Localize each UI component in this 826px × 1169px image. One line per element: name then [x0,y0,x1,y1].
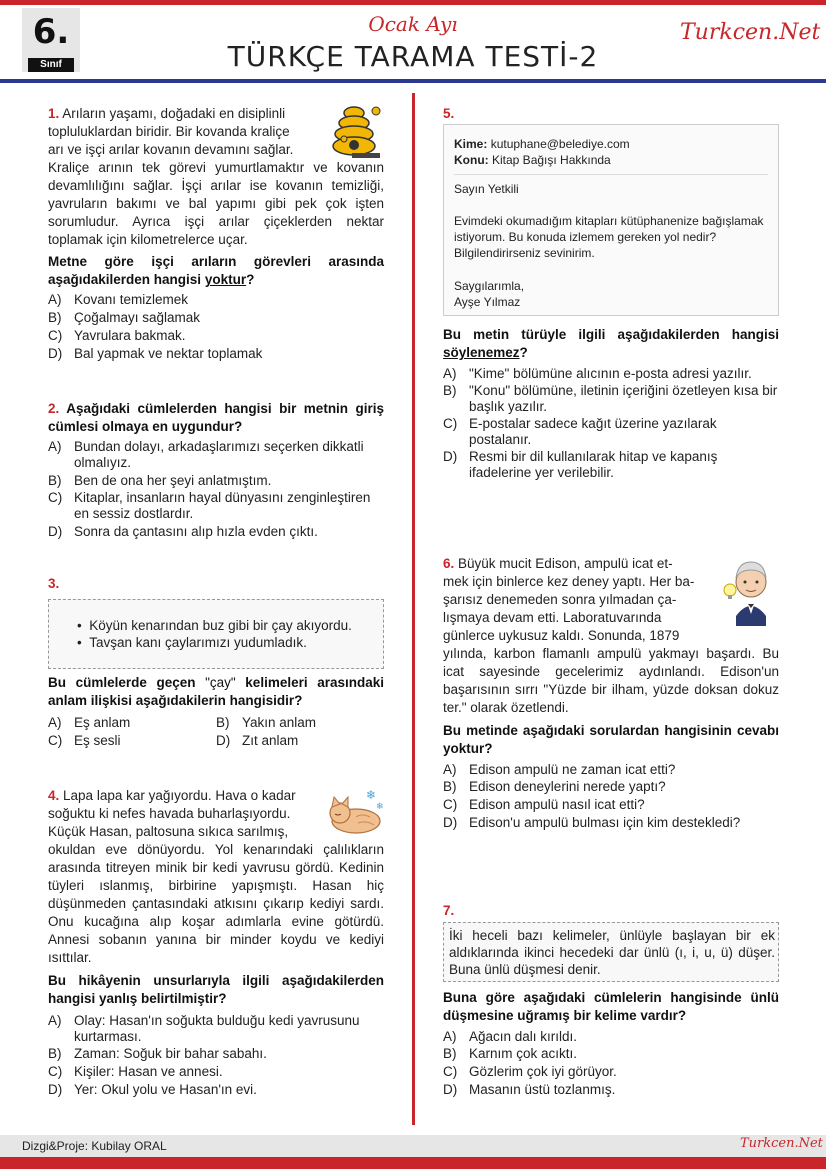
q1-line-b: topluluklardan biridir. Bir kovanda kraliçe [48,124,290,139]
q6-line-a: Büyük mucit Edison, ampulü icat et- [458,556,673,571]
q2-option-d[interactable] [48,524,384,540]
q4-line-a: Lapa lapa kar yağıyordu. Hava o kadar [63,788,296,803]
q3-bullet-2: • Tavşan kanı çaylarımızı yudumladık. [77,635,307,650]
email-to [454,136,630,152]
q4-option-c[interactable] [48,1064,384,1080]
option-text: Resmi bir dil kullanılarak hitap ve kapanış ifadelerine yer verilebilir. [469,449,718,480]
option-text: Edison'u ampulü bulması için kim destekledi? [469,815,741,830]
option-text: E-postalar sadece kağıt üzerine yazılarak postalanır. [469,416,717,447]
option-text: Yavrulara bakmak. [74,328,186,343]
option-letter: C) [48,328,63,343]
q6-option-b[interactable] [443,779,779,795]
q1-option-a[interactable] [48,292,384,308]
option-text: Ben de ona her şeyi anlatmıştım. [74,473,272,488]
q3-sentence-box [48,599,384,669]
edison-portrait-icon [722,552,780,626]
beehive-icon [330,103,386,161]
brand-logo: Turkcen.Net [680,20,821,45]
option-letter: C) [443,416,458,431]
grade-number: 6. [32,12,70,52]
header-bottom-stripe [0,79,826,83]
q1-text-top [48,105,330,159]
q7-stem: Buna göre aşağıdaki cümlelerin hangisinde ünlü düşmesine uğramış bir kelime vardır? [443,990,779,1023]
q5-stem-underlined: söylenemez [443,345,520,360]
q7-option-b[interactable] [443,1046,779,1062]
email-greeting: Sayın Yetkili [454,182,519,196]
footer-brand-logo: Turkcen.Net [740,1136,823,1151]
q4-text-bottom: okuldan eve dönüyordu. Yol kenarındaki çalılıkların arasında titreyen minik bir kedi yavrusu gördü. Kedinin tüyleri ıslanmış, birbirine yapışmıştı. Hasan hiç düşünmeden çantasındaki atkısını çıkarıp kediyi sardı. Onu kucağına alıp koşar adımlarla evine götürdü. Annesi sobanın yanına bir minder koydu ve kediyi ısıttılar. [48,842,384,965]
option-letter: D) [216,733,231,748]
q3-option-d[interactable] [216,733,384,749]
q5-email-box [443,124,779,316]
q7-option-d[interactable] [443,1082,779,1098]
q1-option-b[interactable] [48,310,384,326]
svg-text:❄: ❄ [366,788,377,802]
option-text: Kitaplar, insanların hayal dünyasını zenginleştiren en sessiz dostlardır. [74,490,371,521]
q1-stem-text: Metne göre işçi arıların görevleri arasında aşağıdakilerden hangisi [48,254,384,287]
q5-number-text: 5. [443,106,455,121]
email-to-value: kutuphane@belediye.com [490,137,630,151]
q7-option-c[interactable] [443,1064,779,1080]
option-text: Bal yapmak ve nektar toplamak [74,346,263,361]
q1-stem [48,253,384,289]
q3-bullet-1: • Köyün kenarından buz gibi bir çay akıyordu. [77,618,352,633]
option-text: Çoğalmayı sağlamak [74,310,201,325]
option-letter: A) [48,715,62,730]
email-subject [454,152,611,168]
q5-stem-end: ? [519,345,528,360]
option-text: Yer: Okul yolu ve Hasan'ın evi. [74,1082,257,1097]
q7-option-a[interactable] [443,1029,779,1045]
q2-number: 2. [48,401,60,416]
q4-option-a[interactable] [48,1013,384,1045]
email-to-label: Kime: [454,137,488,151]
option-text: Kovanı temizlemek [74,292,189,307]
q6-line-b: mek için binlerce kez deney yaptı. Her ba- [443,574,695,589]
option-text: Gözlerim çok iyi görüyor. [469,1064,617,1079]
option-letter: B) [48,310,62,325]
option-letter: B) [48,473,62,488]
option-letter: C) [48,490,63,505]
email-divider [454,174,768,175]
option-text: Edison deneylerini nerede yaptı? [469,779,666,794]
q3-number [48,575,59,593]
q4-number: 4. [48,788,60,803]
q7-number-text: 7. [443,903,455,918]
option-text: Karnım çok acıktı. [469,1046,578,1061]
option-letter: A) [443,1029,457,1044]
q3-stem-b: kelimeleri arasındaki anlam ilişkisi aşağıdakilerin hangisidir? [48,675,384,708]
option-letter: D) [48,1082,63,1097]
option-text: Olay: Hasan'ın soğukta bulduğu kedi yavrusunu kurtarması. [74,1013,360,1044]
q6-line-c: şarısız denemeden sonra yılmadan ça- [443,592,677,607]
email-subject-label: Konu: [454,153,489,167]
email-closing: Saygılarımla, [454,279,525,293]
q1-line-a: Arıların yaşamı, doğadaki en disiplinli [62,106,286,121]
q5-option-c[interactable] [443,416,779,448]
email-signature: Ayşe Yılmaz [454,295,521,309]
q2-option-b[interactable] [48,473,384,489]
svg-text:❄: ❄ [376,802,384,812]
q6-line-e: günlerce uykusuz kaldı. Sonunda, 1879 [443,628,680,643]
bullet-text: Tavşan kanı çaylarımızı yudumladık. [89,635,307,650]
q3-option-c[interactable] [48,733,208,749]
q6-option-a[interactable] [443,762,779,778]
option-text: Zıt anlam [242,733,299,748]
q6-text-top [443,555,716,645]
q6-text-bottom: yılında, karbon flamanlı ampulü yakmayı başardı. Bu icat sayesinde gecelerimiz aydınlandı. Edison'un başarısının sırrı "Yüzde bir ilham, yüzde doksan dokuz ter." olarak özetlendi. [443,646,779,715]
option-letter: B) [48,1046,62,1061]
option-text: Bundan dolayı, arkadaşlarımızı seçerken dikkatli olmalıyız. [74,439,364,470]
option-letter: D) [48,346,63,361]
email-subject-value: Kitap Bağışı Hakkında [492,153,611,167]
q6-option-d[interactable] [443,815,779,831]
option-letter: D) [48,524,63,539]
page-title: TÜRKÇE TARAMA TESTİ-2 [227,40,599,73]
q1-number: 1. [48,106,60,121]
option-letter: B) [443,779,457,794]
q7-info-box [443,922,779,982]
q2-stem [48,400,384,436]
option-text: "Konu" bölümüne, iletinin içeriğini özetleyen kısa bir başlık yazılır. [469,383,778,414]
email-body: Evimdeki okumadığım kitapları kütüphanenize bağışlamak istiyorum. Bu konuda izlemem gereken yol nedir? Bilgilendirirseniz sevinirim. [454,214,764,260]
month-label: Ocak Ayı [368,12,458,36]
q5-option-d[interactable] [443,449,779,481]
footer-credit: Dizgi&Proje: Kubilay ORAL [22,1139,167,1153]
q2-stem-text: Aşağıdaki cümlelerden hangisi bir metnin giriş cümlesi olmaya en uygundur? [48,401,385,434]
option-text: Ağacın dalı kırıldı. [469,1029,578,1044]
q5-number [443,105,454,123]
q1-stem-underlined: yoktur [204,272,247,287]
option-text: Eş sesli [74,733,121,748]
option-text: Kişiler: Hasan ve annesi. [74,1064,223,1079]
column-divider [412,93,415,1125]
q3-number-text: 3. [48,576,60,591]
option-text: Yakın anlam [242,715,317,730]
option-letter: A) [443,762,457,777]
q6-line-d: lışmaya devam etti. Laboratuvarında [443,610,662,625]
option-letter: C) [48,733,63,748]
option-letter: A) [443,366,457,381]
option-text: Sonra da çantasını alıp hızla evden çıktı. [74,524,318,539]
q5-stem-text: Bu metin türüyle ilgili aşağıdakilerden hangisi [443,327,779,342]
bullet-text: Köyün kenarından buz gibi bir çay akıyordu. [89,618,352,633]
q4-line-b: soğuktu ki nefes havada buharlaşıyordu. [48,806,291,821]
q5-stem [443,326,779,362]
q3-option-a[interactable] [48,715,208,731]
option-letter: C) [48,1064,63,1079]
option-text: Edison ampulü ne zaman icat etti? [469,762,676,777]
option-text: Masanın üstü tozlanmış. [469,1082,616,1097]
q4-option-d[interactable] [48,1082,384,1098]
q2-option-c[interactable] [48,490,384,522]
q4-text-top [48,787,322,841]
q3-option-b[interactable] [216,715,384,731]
q4-line-c: Küçük Hasan, paltosuna sıkıca sarılmış, [48,824,289,839]
option-letter: A) [48,439,62,454]
option-letter: D) [443,449,458,464]
option-text: "Kime" bölümüne alıcının e-posta adresi yazılır. [469,366,752,381]
q3-stem-quoted: "çay" [205,675,236,690]
q2-option-a[interactable] [48,439,384,471]
option-letter: D) [443,815,458,830]
option-text: Eş anlam [74,715,131,730]
q3-stem-a: Bu cümlelerde geçen [48,675,206,690]
option-letter: A) [48,292,62,307]
option-letter: C) [443,1064,458,1079]
q1-stem-end: ? [246,272,255,287]
q1-text-bottom: Kraliçe arının tek görevi yumurtlamaktır ve kovanın devamlılığını sağlar. İşçi arılar ise kovanın temizliği, yavruların bakımı ve bal yapımı gibi pek çok işten sorumludur. Ayrıca işçi arılar çiçeklerden nektar toplamak için kilometrelerce uçar. [48,160,384,247]
footer-stripe [0,1157,826,1169]
q7-info-text: İki heceli bazı kelimeler, ünlüyle başlayan bir ek aldıklarında ikinci hecedeki dar ünlü (ı, i, u, ü) düşer. Buna ünlü düşmesi denir. [449,928,775,977]
q5-option-a[interactable] [443,366,779,382]
q6-number: 6. [443,556,455,571]
q6-option-c[interactable] [443,797,779,813]
q1-line-c: arı ve işçi arılar kovanın devamını sağlar. [48,142,294,157]
q1-option-c[interactable] [48,328,384,344]
q6-stem: Bu metinde aşağıdaki sorulardan hangisinin cevabı yoktur? [443,723,779,756]
grade-label: Sınıf [28,58,74,72]
option-text: Edison ampulü nasıl icat etti? [469,797,645,812]
q1-option-d[interactable] [48,346,384,362]
sleeping-cat-icon [326,787,386,835]
option-letter: A) [48,1013,62,1028]
option-text: Zaman: Soğuk bir bahar sabahı. [74,1046,267,1061]
option-letter: B) [443,383,457,398]
option-letter: D) [443,1082,458,1097]
q4-stem: Bu hikâyenin unsurlarıyla ilgili aşağıdakilerden hangisi yanlış belirtilmiştir? [48,973,384,1006]
option-letter: C) [443,797,458,812]
q4-option-b[interactable] [48,1046,384,1062]
option-letter: B) [216,715,230,730]
option-letter: B) [443,1046,457,1061]
q7-number [443,902,454,920]
q3-stem [48,674,384,710]
q5-option-b[interactable] [443,383,779,415]
